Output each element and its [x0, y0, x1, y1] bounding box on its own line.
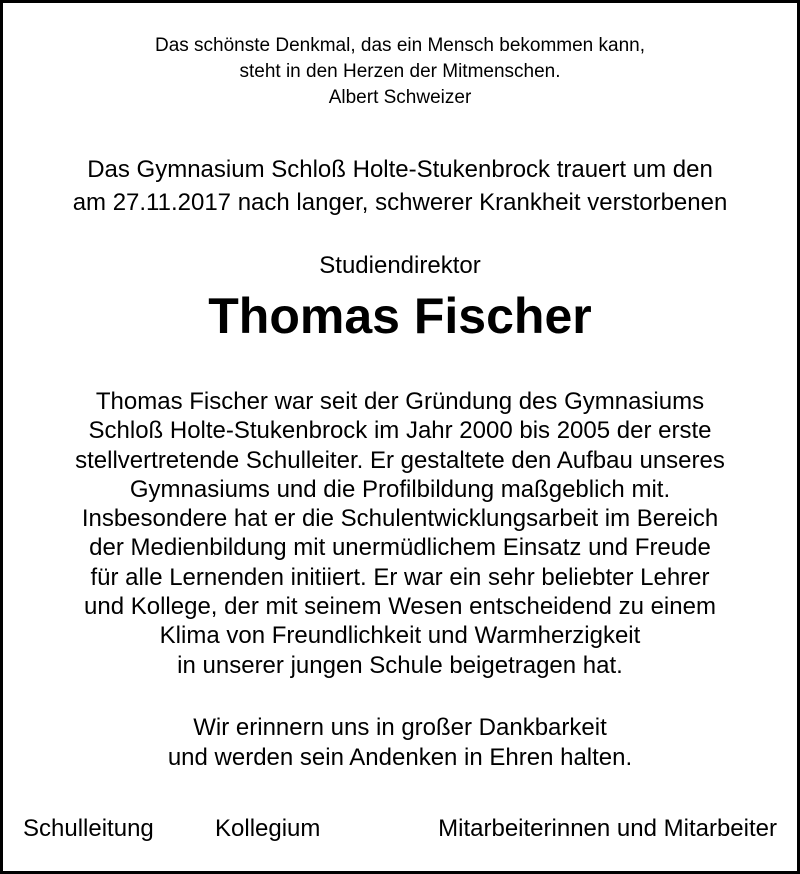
tribute-line: und Kollege, der mit seinem Wesen entscheidend zu einem: [84, 593, 716, 621]
closing-line: Wir erinnern uns in großer Dankbarkeit: [193, 714, 607, 741]
tribute-line: Insbesondere hat er die Schulentwicklungsarbeit im Bereich: [81, 505, 719, 533]
intro-line: am 27.11.2017 nach langer, schwerer Krankheit verstorbenen: [72, 189, 728, 216]
quote-line: Das schönste Denkmal, das ein Mensch bekommen kann,: [154, 35, 646, 56]
intro-block: [3, 153, 797, 219]
deceased-title: Studiendirektor: [319, 252, 481, 279]
tribute-block: [3, 387, 797, 680]
closing-block: [3, 713, 797, 773]
quote-author: Albert Schweizer: [328, 87, 472, 108]
quote-block: [3, 33, 797, 111]
closing-line: und werden sein Andenken in Ehren halten.: [167, 744, 633, 771]
deceased-name: Thomas Fischer: [208, 288, 592, 344]
tribute-line: Klima von Freundlichkeit und Warmherzigkeit: [159, 622, 641, 650]
signature-staff: Mitarbeiterinnen und Mitarbeiter: [438, 815, 777, 842]
tribute-line: für alle Lernenden initiiert. Er war ein sehr beliebter Lehrer: [90, 563, 710, 591]
tribute-line: Gymnasiums und die Profilbildung maßgeblich mit.: [129, 475, 671, 503]
signature-row: [3, 811, 797, 847]
tribute-line: Schloß Holte-Stukenbrock im Jahr 2000 bis 2005 der erste: [88, 417, 712, 445]
signature-faculty: Kollegium: [215, 815, 321, 842]
tribute-line: Thomas Fischer war seit der Gründung des Gymnasiums: [95, 388, 705, 415]
signature-school-management: Schulleitung: [23, 815, 154, 842]
intro-line: Das Gymnasium Schloß Holte-Stukenbrock trauert um den: [87, 156, 713, 183]
tribute-line: in unserer jungen Schule beigetragen hat.: [177, 651, 623, 679]
quote-line: steht in den Herzen der Mitmenschen.: [239, 61, 561, 82]
tribute-line: stellvertretende Schulleiter. Er gestaltete den Aufbau unseres: [75, 446, 725, 474]
tribute-line: der Medienbildung mit unermüdlichem Einsatz und Freude: [89, 534, 711, 562]
